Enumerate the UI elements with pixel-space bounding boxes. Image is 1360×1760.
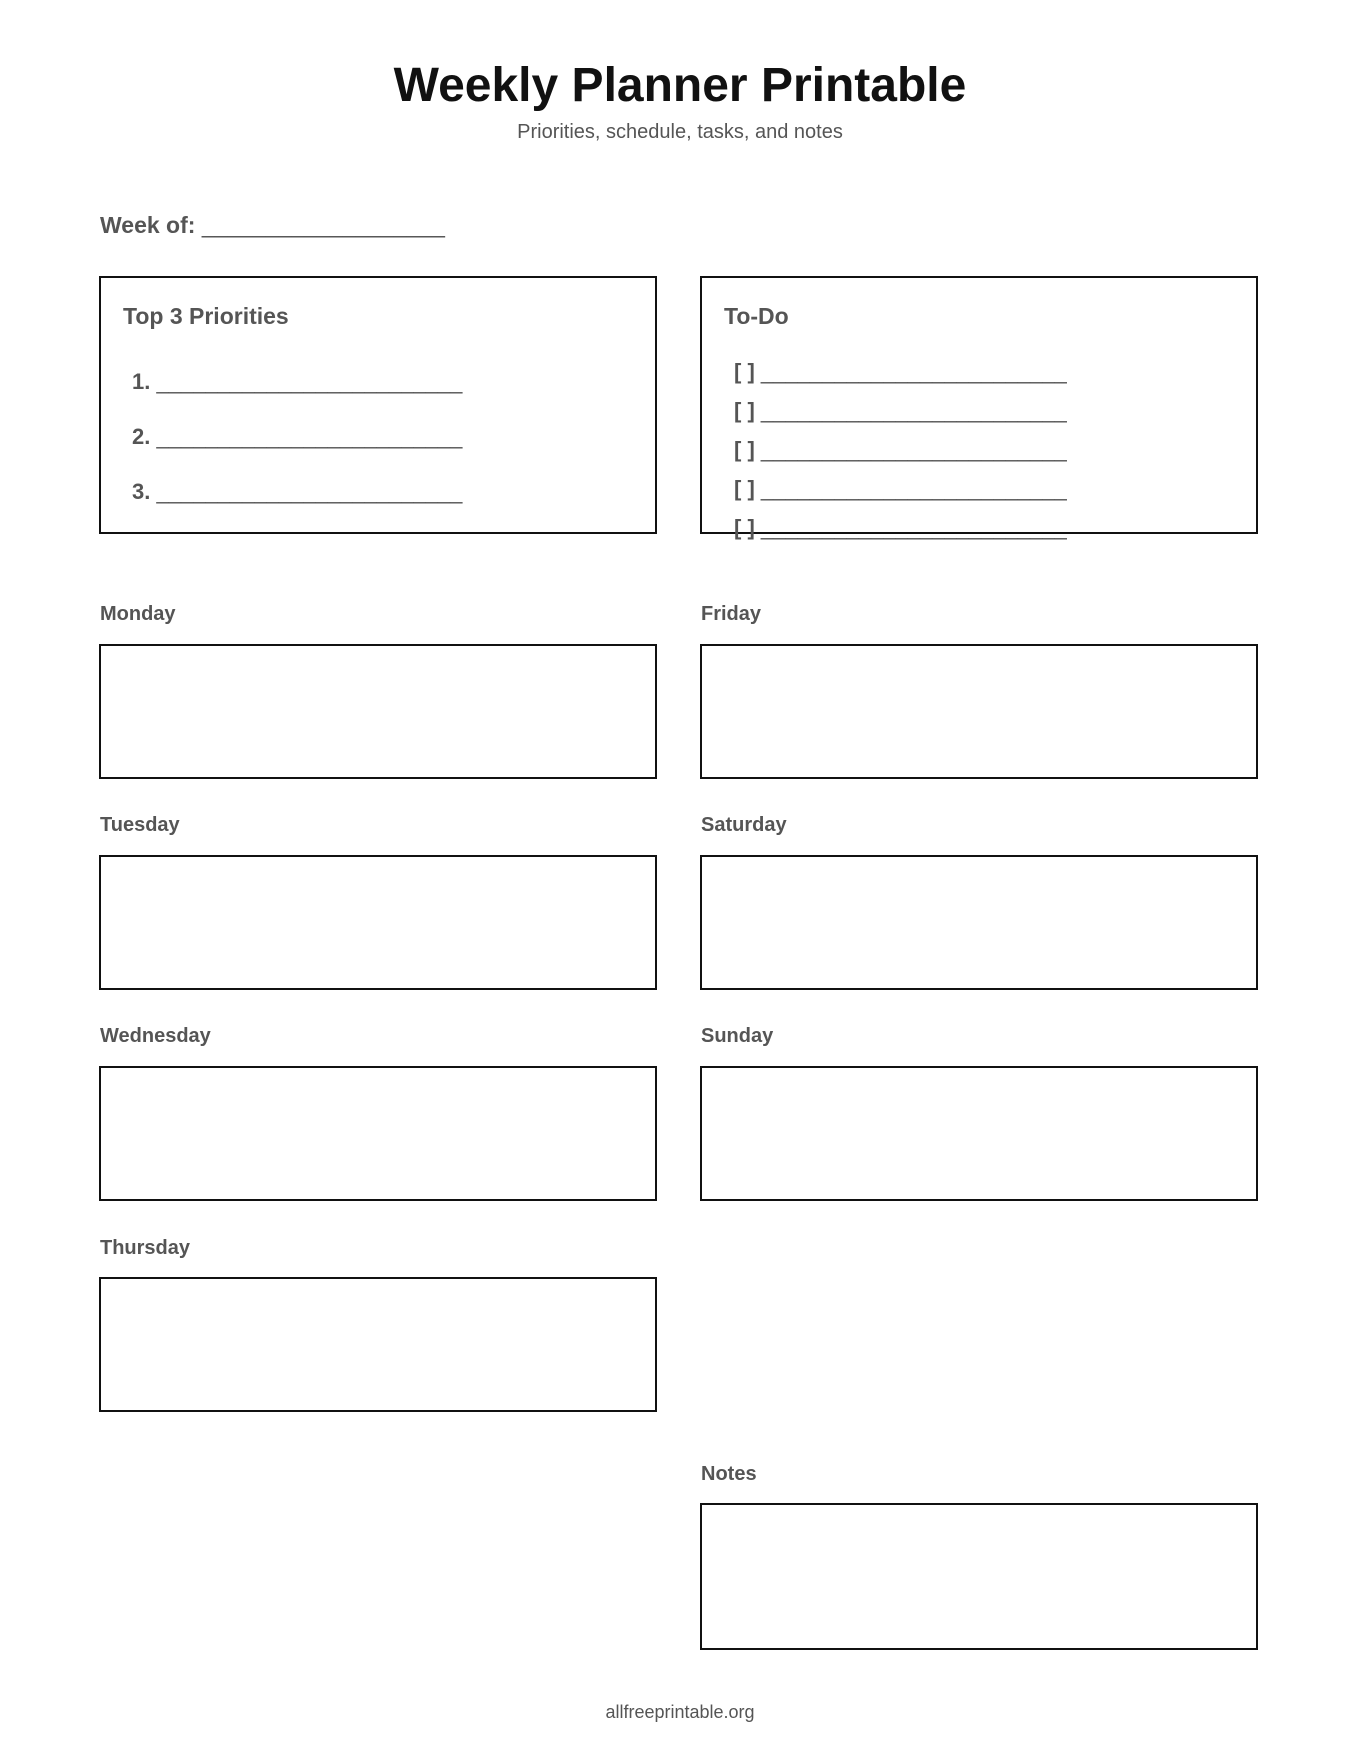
day-label-monday: Monday xyxy=(100,603,176,625)
todo-item xyxy=(734,359,1067,385)
week-of-label: Week of: xyxy=(100,212,196,238)
todo-title: To-Do xyxy=(724,303,789,329)
priority-number: 2. xyxy=(132,424,151,449)
footer-text: allfreeprintable.org xyxy=(605,1702,755,1722)
todo-blank: _________________________ xyxy=(760,437,1067,462)
todo-blank: _________________________ xyxy=(760,398,1067,423)
day-label-friday: Friday xyxy=(701,603,762,625)
priority-item xyxy=(132,479,462,505)
day-box-wednesday xyxy=(99,1066,657,1201)
day-box-monday xyxy=(99,644,657,779)
week-of-field xyxy=(100,211,445,239)
priorities-box xyxy=(99,276,657,534)
todo-blank: _________________________ xyxy=(760,359,1067,384)
day-label-sunday: Sunday xyxy=(701,1025,774,1047)
todo-item xyxy=(734,476,1067,502)
todo-item xyxy=(734,437,1067,463)
todo-blank: _________________________ xyxy=(760,476,1067,501)
priority-blank: _________________________ xyxy=(156,424,463,449)
day-label-wednesday: Wednesday xyxy=(100,1025,211,1047)
day-label-tuesday: Tuesday xyxy=(100,814,180,836)
todo-checkbox: [ ] xyxy=(734,359,755,384)
todo-checkbox: [ ] xyxy=(734,398,755,423)
todo-box xyxy=(700,276,1258,540)
todo-checkbox: [ ] xyxy=(734,515,755,540)
day-box-sunday xyxy=(700,1066,1258,1201)
todo-checkbox: [ ] xyxy=(734,476,755,501)
priorities-title: Top 3 Priorities xyxy=(123,303,289,329)
priority-blank: _________________________ xyxy=(156,369,463,394)
priority-item xyxy=(132,424,462,450)
notes-label: Notes xyxy=(701,1463,757,1485)
day-label-thursday: Thursday xyxy=(100,1237,191,1259)
priority-number: 1. xyxy=(132,369,151,394)
page-subtitle: Priorities, schedule, tasks, and notes xyxy=(517,121,843,143)
day-box-tuesday xyxy=(99,855,657,990)
page-title: Weekly Planner Printable xyxy=(393,59,967,112)
week-of-blank: ___________________ xyxy=(201,212,445,238)
todo-checkbox: [ ] xyxy=(734,437,755,462)
todo-blank: _________________________ xyxy=(760,515,1067,540)
priority-blank: _________________________ xyxy=(156,479,463,504)
notes-box xyxy=(700,1503,1258,1650)
day-box-thursday xyxy=(99,1277,657,1412)
todo-item xyxy=(734,515,1067,541)
priority-number: 3. xyxy=(132,479,151,504)
day-label-saturday: Saturday xyxy=(701,814,787,836)
day-box-saturday xyxy=(700,855,1258,990)
day-box-friday xyxy=(700,644,1258,779)
priority-item xyxy=(132,369,462,395)
todo-item xyxy=(734,398,1067,424)
